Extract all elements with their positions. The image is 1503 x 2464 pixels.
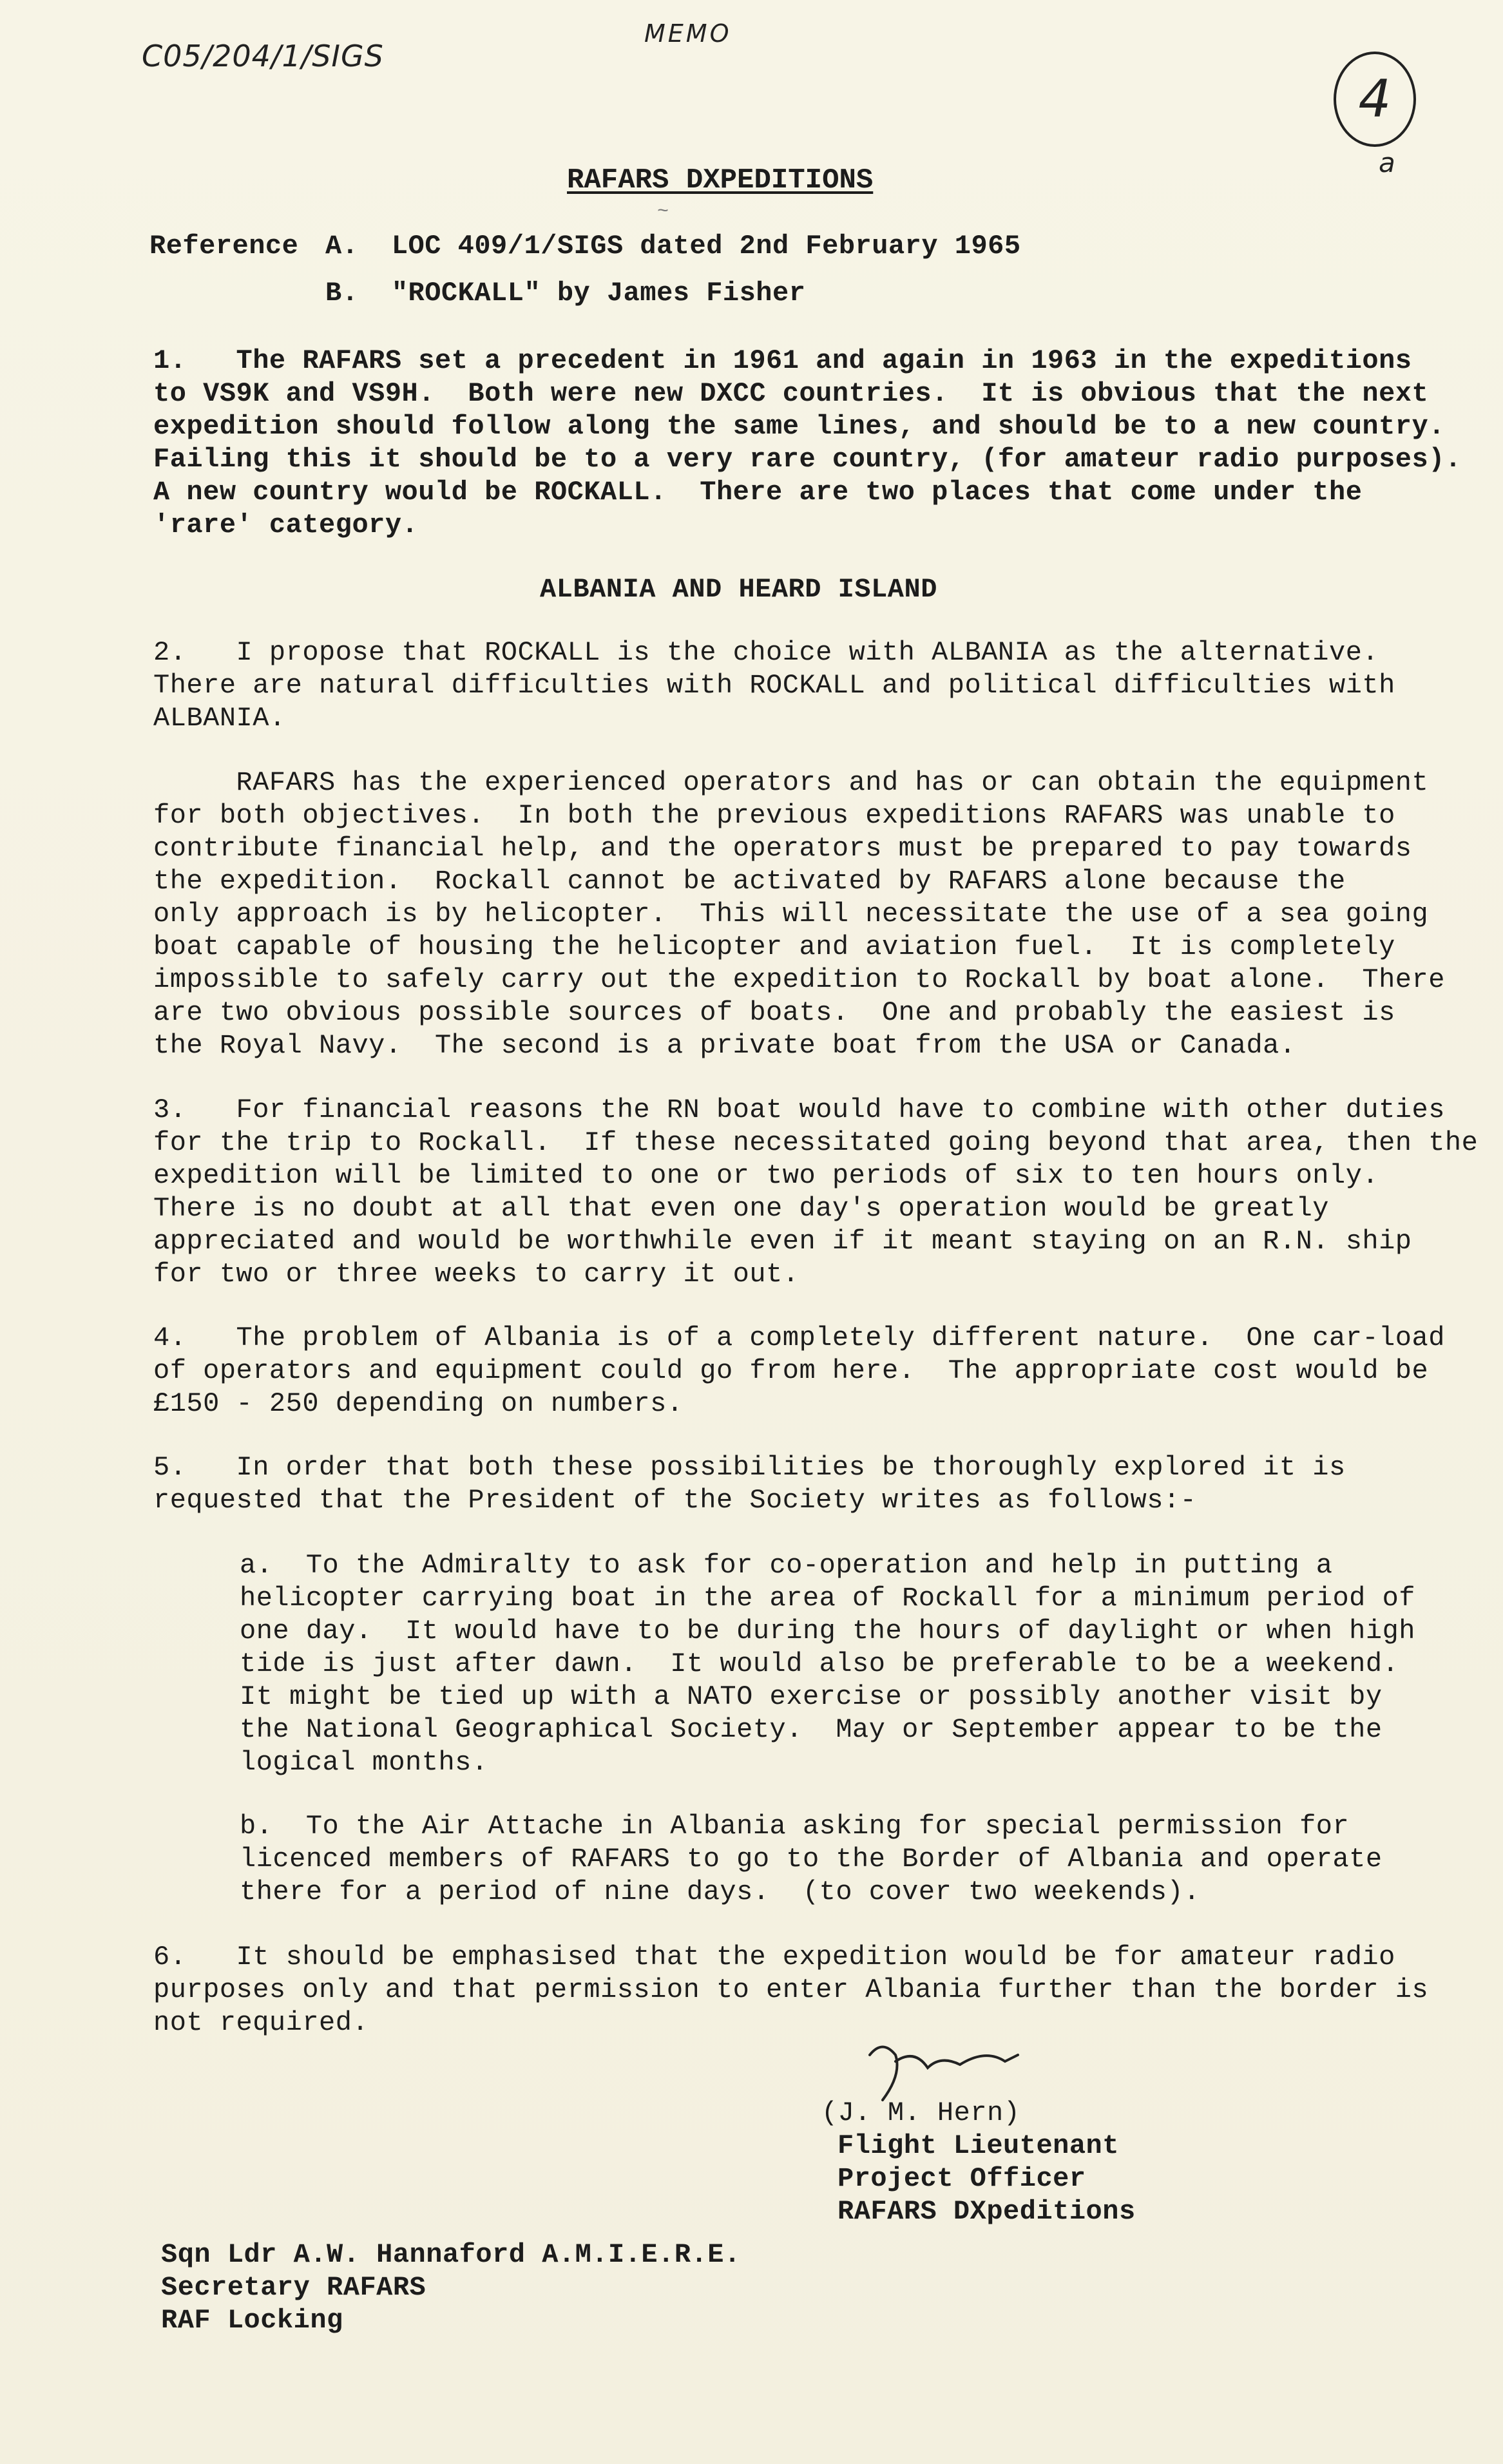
paragraph-1: 1. The RAFARS set a precedent in 1961 and again in 1963 in the expeditions to VS9K and VS9H. Both were new DXCC countries. It is obvious that the next expedition should follow along the same lines, and should be to a new country. Failing this it should be to a very rare country, (for amateur radio purposes). A new country would be ROCKALL. There are two places that come under the 'rare' category. <box>153 345 1462 540</box>
addressee-line-1: Sqn Ldr A.W. Hannaford A.M.I.E.R.E. <box>161 2239 741 2270</box>
reference-a: A. LOC 409/1/SIGS dated 2nd February 1965 <box>325 231 1021 262</box>
paragraph-4: 4. The problem of Albania is of a completely different nature. One car-load of operators and equipment could go from here. The appropriate cost would be £150 - 250 depending on numbers. <box>153 1323 1445 1419</box>
reference-label: Reference <box>149 231 299 262</box>
signatory-unit: RAFARS DXpeditions <box>838 2196 1136 2227</box>
signatory-role: Project Officer <box>838 2163 1086 2194</box>
paragraph-2: 2. I propose that ROCKALL is the choice with ALBANIA as the alternative. There are natural difficulties with ROCKALL and political difficulties with ALBANIA. <box>153 637 1395 734</box>
page-number-circled: 4 <box>1334 52 1416 147</box>
signatory-rank: Flight Lieutenant <box>838 2130 1119 2161</box>
paragraph-5a: a. To the Admiralty to ask for co-operation and help in putting a helicopter carrying boat in the area of Rockall for a minimum period of one day. It would have to be during the hours of daylight or when high tide is just after dawn. It would also be preferable to be a weekend. It might be tied up with a NATO exercise or possibly another visit by the National Geographical Society. May or September appear to be the logical months. <box>240 1550 1415 1778</box>
handwritten-reference: C05/204/1/SIGS <box>142 39 384 73</box>
memo-title: RAFARS DXPEDITIONS <box>567 164 874 196</box>
subheading-albania-heard-island: ALBANIA AND HEARD ISLAND <box>540 574 937 605</box>
memo-label: MEMO <box>644 19 732 48</box>
paragraph-6: 6. It should be emphasised that the expedition would be for amateur radio purposes only and that permission to enter Albania further than the border is not required. <box>153 1942 1429 2038</box>
addressee-line-2: Secretary RAFARS <box>161 2272 426 2303</box>
signatory-name: (J. M. Hern) <box>821 2097 1020 2128</box>
paragraph-3: 3. For financial reasons the RN boat would have to combine with other duties for the trip to Rockall. If these necessitated going beyond that area, then the expedition will be limited to one or two periods of six to ten hours only. There is no doubt at all that even one day's operation would be greatly appreciated and would be worthwhile even if it meant staying on an R.N. ship for two or three weeks to carry it out. <box>153 1094 1479 1290</box>
title-mark: ~ <box>657 201 669 223</box>
paragraph-5: 5. In order that both these possibilities be thoroughly explored it is requested that the President of the Society writes as follows:- <box>153 1452 1346 1516</box>
corner-mark: a <box>1379 147 1395 178</box>
paragraph-2-continued: RAFARS has the experienced operators and has or can obtain the equipment for both objectives. In both the previous expeditions RAFARS was unable to contribute financial help, and the operators must be prepared to pay towards the expedition. Rockall cannot be activated by RAFARS alone because the only approach is by helicopter. This will necessitate the use of a sea going boat capable of housing the helicopter and aviation fuel. It is completely impossible to safely carry out the expedition to Rockall by boat alone. There are two obvious possible sources of boats. One and probably the easiest is the Royal Navy. The second is a private boat from the USA or Canada. <box>153 767 1445 1061</box>
paragraph-5b: b. To the Air Attache in Albania asking for special permission for licenced members of RAFARS to go to the Border of Albania and operate there for a period of nine days. (to cover two weekends). <box>240 1811 1383 1907</box>
addressee-line-3: RAF Locking <box>161 2305 343 2336</box>
reference-b: B. "ROCKALL" by James Fisher <box>325 278 806 309</box>
